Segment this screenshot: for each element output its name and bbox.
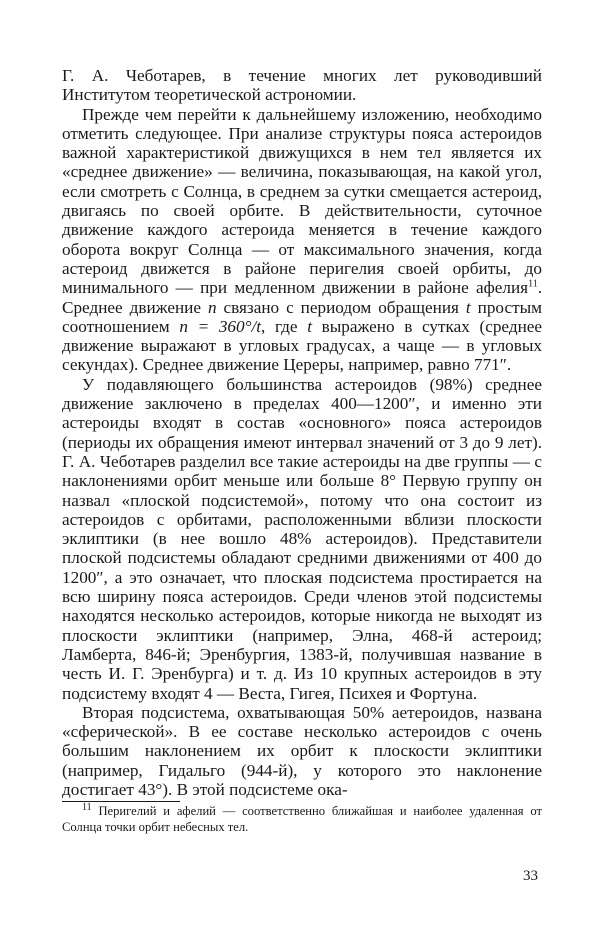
page-body (62, 66, 542, 835)
text-segment: простым соотношением (62, 297, 543, 336)
footnote-text: Перигелий и афелий — соответственно ближайшая и наиболее удаленная от Солнца точки орбит небесных тел. (62, 804, 543, 835)
variable-n: n (207, 297, 217, 317)
paragraph-continuation: Г. А. Чеботарев, в течение многих лет руководивший Институтом теоретической астрономии. (62, 66, 542, 105)
text-segment: , где (261, 316, 298, 336)
paragraph-mean-motion (62, 105, 542, 375)
paragraph-mean-motion-text: Прежде чем перейти к дальнейшему изложению, необходимо отметить следующее. При анализе структуры пояса астероидов важной характеристикой движущихся в нем тел является их «среднее движение» — величина, показывающая, на какой угол, если смотреть с Солнца, в среднем за сутки смещается астероид, двигаясь по своей орбите. В действительности, суточное движение каждого астероида меняется в течение каждого оборота вокруг Солнца — от максимального значения, когда астероид движется в районе перигелия своей орбиты, до минимального — при медленном движении в районе афелия (62, 104, 542, 298)
footnote-divider (62, 801, 180, 802)
footnote-number: 11 (82, 802, 92, 814)
formula: n = 360°/t (179, 316, 262, 336)
text-segment: связано с периодом обращения (223, 297, 459, 317)
paragraph-spherical: Вторая подсистема, охватывающая 50% аетероидов, названа «сферической». В ее составе несколько астероидов с очень большим наклонением их орбит к плоскости эклиптики (например, Гидальго (944-й), у которого это наклонение достигает 43°). В этой подсистеме ока- (62, 702, 542, 799)
footnote (62, 803, 542, 835)
text-segment: . Среднее движение (62, 278, 542, 317)
variable-t-second: t (307, 316, 312, 336)
footnote-ref: 11 (528, 278, 538, 290)
variable-t: t (465, 297, 471, 317)
text-segment: выражено в сутках (среднее движение выражают в угловых градусах, а чаще — в угловых секундах). Среднее движение Цереры, например, равно 771″. (62, 316, 543, 375)
paragraph-subsystems: У подавляющего большинства астероидов (98%) среднее движение заключено в пределах 400—1200″, и именно эти астероиды входят в состав «основного» пояса астероидов (периоды их обращения имеют интервал значений от 3 до 9 лет). Г. А. Чеботарев разделил все такие астероиды на две группы — с наклонениями орбит меньше или больше 8° Первую группу он назвал «плоской подсистемой», потому что она состоит из астероидов с орбитами, расположенными вблизи плоскости эклиптики (в нее вошло 48% астероидов). Представители плоской подсистемы обладают средними движениями от 400 до 1200″, а это означает, что плоская подсистема простирается на всю ширину пояса астероидов. Среди членов этой подсистемы находятся несколько астероидов, которые никогда не выходят из плоскости эклиптики (например, Элна, 468-й астероид; Ламберта, 846-й; Эренбургия, 1383-й, получившая название в честь И. Г. Эренбурга) и т. д. Из 10 крупных астероидов в эту подсистему входят 4 — Веста, Гигея, Психея и Фортуна. (62, 374, 542, 703)
page-number: 33 (523, 868, 538, 884)
